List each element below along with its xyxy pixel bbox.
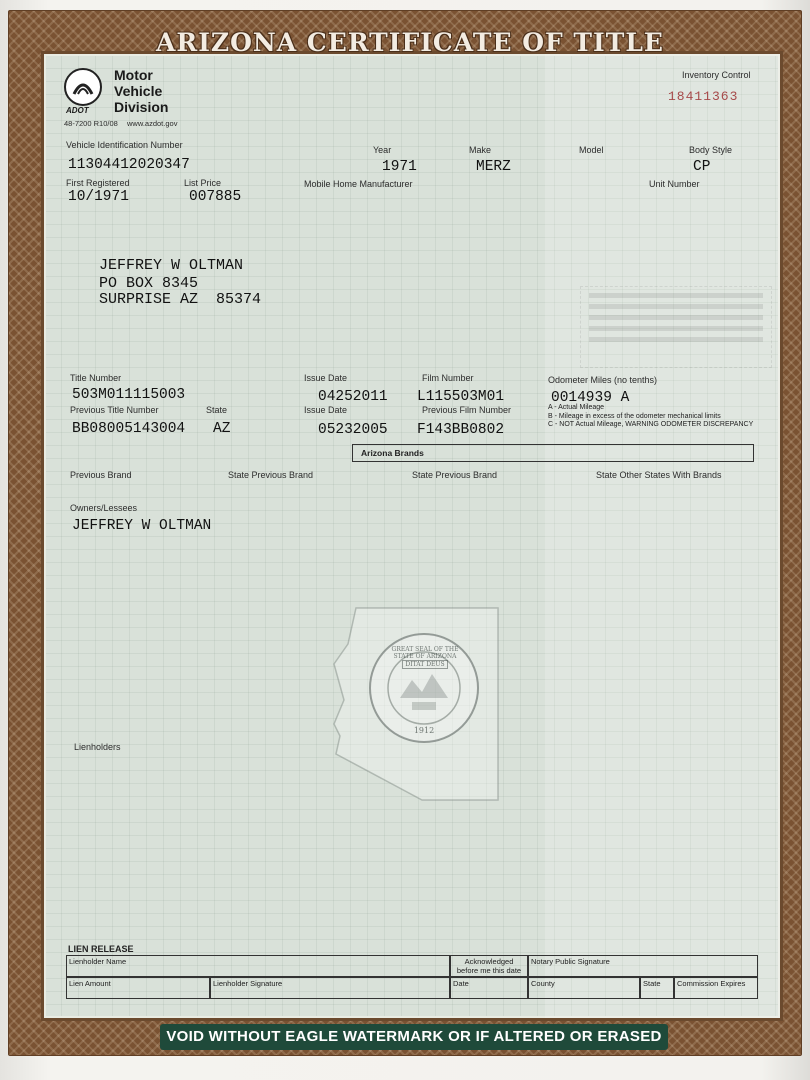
legend-a: A - Actual Mileage [548,404,605,411]
film-number-label: Film Number [422,373,474,383]
division-line-1: Motor [114,67,153,83]
acknowledged-label: Acknowledged before me this date [456,957,522,975]
prev-brand-label-3: State Previous Brand [412,470,498,480]
lien-amount-label: Lien Amount [69,979,111,988]
issue-date-label: Issue Date [304,373,348,383]
lienholders-label: Lienholders [74,742,121,752]
lienholder-name-cell [66,955,450,977]
body-style-value: CP [693,159,711,175]
prev-brand-label-1: Previous Brand [70,470,132,480]
lien-amount-cell [66,977,210,999]
state-cell [640,977,674,999]
adot-logo [64,68,102,115]
inventory-number: 18411363 [668,89,739,104]
title-number-label: Title Number [70,373,122,383]
county-cell [528,977,640,999]
year-value: 1971 [382,159,417,175]
address-line-2: PO BOX 8345 [99,275,199,292]
title-number-value: 503M011115003 [72,387,186,403]
owner-name: JEFFREY W OLTMAN [72,518,212,534]
address-line-1: JEFFREY W OLTMAN [99,257,244,274]
unit-number-label: Unit Number [649,179,700,189]
faded-stamp [580,286,772,368]
adot-logo-icon [64,68,102,106]
acknowledged-cell [450,955,528,977]
date-label: Date [453,979,469,988]
prev-film-value: F143BB0802 [417,422,505,438]
body-style-label: Body Style [689,145,733,155]
county-label: County [531,979,555,988]
model-label: Model [579,145,604,155]
prev-brand-label-2: State Previous Brand [228,470,314,480]
mobile-home-label: Mobile Home Manufacturer [304,179,413,189]
date-cell [450,977,528,999]
film-number-value: L115503M01 [417,389,505,405]
odometer-value: 0014939 A [551,390,630,406]
issue-date-value: 04252011 [318,389,388,405]
form-number: 48-7200 R10/08 [64,119,118,128]
notary-signature-label: Notary Public Signature [531,957,610,966]
legend-c: C - NOT Actual Mileage, WARNING ODOMETER DISCREPANCY [548,421,754,428]
lien-release-heading: LIEN RELEASE [68,944,134,954]
prev-title-label: Previous Title Number [70,405,159,415]
commission-expires-cell [674,977,758,999]
website: www.azdot.gov [127,119,178,128]
prev-film-label: Previous Film Number [422,405,512,415]
seal-top-text: GREAT SEAL OF THE STATE OF ARIZONA [391,646,459,660]
odometer-label: Odometer Miles (no tenths) [548,375,658,385]
commission-expires-label: Commission Expires [677,979,746,988]
division-line-3: Division [114,99,169,115]
vin-label: Vehicle Identification Number [66,140,183,150]
document-title: ARIZONA CERTIFICATE OF TITLE [156,28,664,57]
void-warning-band: VOID WITHOUT EAGLE WATERMARK OR IF ALTERED OR ERASED [160,1024,668,1050]
prev-issue-value: 05232005 [318,422,388,438]
odometer-legend [548,404,753,430]
legend-b: B - Mileage in excess of the odometer mechanical limits [548,412,721,420]
list-price-label: List Price [184,178,222,188]
address-line-3: SURPRISE AZ 85374 [99,291,262,308]
prev-issue-label: Issue Date [304,405,348,415]
prev-state-value: AZ [213,421,231,437]
vin-value: 11304412020347 [68,157,190,173]
field-right-tint [545,54,780,1018]
owners-label: Owners/Lessees [70,503,138,513]
list-price-value: 007885 [189,189,242,205]
lienholder-signature-cell [210,977,450,999]
make-value: MERZ [476,159,511,175]
year-label: Year [373,145,392,155]
lienholder-name-label: Lienholder Name [69,957,127,966]
other-states-label: State Other States With Brands [596,470,722,480]
prev-state-label: State [206,405,228,415]
arizona-brands-box [352,444,754,462]
seal-motto: DITAT DEUS [402,660,448,669]
state-label: State [643,979,661,988]
adot-abbrev: ADOT [66,106,89,115]
make-label: Make [469,145,492,155]
notary-signature-cell [528,955,758,977]
first-registered-label: First Registered [66,178,130,188]
lienholder-signature-label: Lienholder Signature [213,979,283,988]
division-line-2: Vehicle [114,83,163,99]
prev-title-value: BB08005143004 [72,421,186,437]
inventory-label: Inventory Control [682,70,751,80]
first-registered-value: 10/1971 [68,189,129,205]
arizona-brands-label: Arizona Brands [361,448,424,458]
seal-year: 1912 [413,726,435,735]
